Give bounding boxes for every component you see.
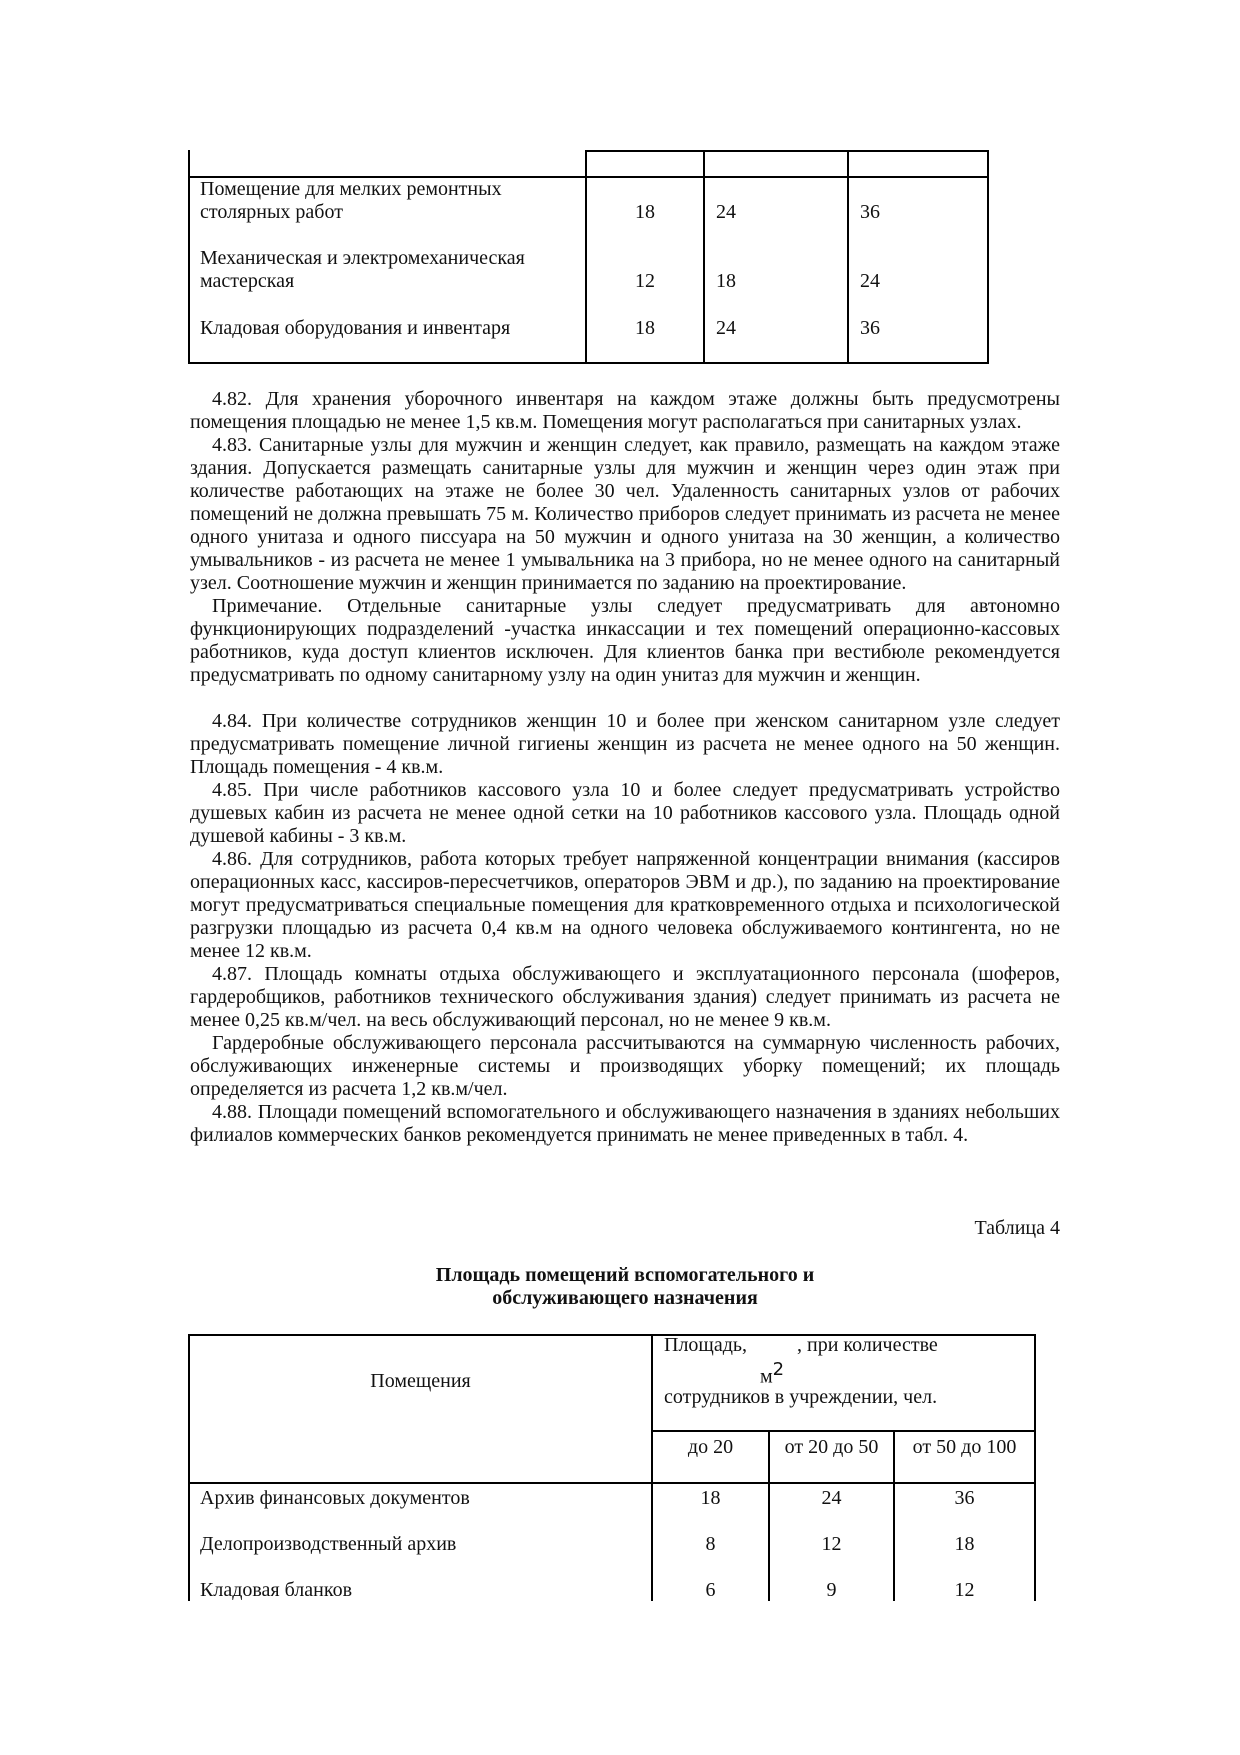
table-cell-value: 24: [860, 270, 880, 292]
table-cell-value: 8: [705, 1533, 716, 1555]
table-border: [585, 150, 989, 152]
table-border: [188, 362, 989, 364]
table-4: [188, 1334, 1036, 1601]
header-area: [664, 1334, 1024, 1357]
unit-m: м: [760, 1365, 773, 1388]
table-cell-room: Помещение для мелких ремонтных столярных работ: [200, 178, 502, 223]
table-label: Таблица 4: [974, 1217, 1060, 1239]
table-border: [188, 1482, 1036, 1484]
table-cell-value: 18: [635, 201, 655, 223]
table-cell-value: 9: [826, 1579, 837, 1601]
paragraph-4-83: 4.83. Санитарные узлы для мужчин и женщин следует, как правило, размещать на каждом этаже здания. Допускается размещать санитарные узлы для мужчин и женщин через один этаж при количестве работающих на этаже не более 30 чел. Удаленность санитарных узлов от рабочих помещений не должна превышать 75 м. Количество приборов следует принимать из расчета не менее одного унитаза и одного писсуара на 50 мужчин и одного унитаза на 30 женщин, а количество умывальников - из расчета не менее 1 умывальника на 3 прибора, но не менее одного на санитарный узел. Соотношение мужчин и женщин принимается по заданию на проектирование.: [190, 434, 1060, 594]
paragraph-4-82: 4.82. Для хранения уборочного инвентаря на каждом этаже должны быть предусмотрены помещения площадью не менее 1,5 кв.м. Помещения могут располагаться при санитарных узлах.: [190, 388, 1060, 433]
table-border: [703, 150, 705, 364]
paragraph-4-87-cloakrooms: Гардеробные обслуживающего персонала рассчитываются на суммарную численность рабочих, обслуживающих инженерные системы и производящих уборку помещений; их площадь определяется из расчета 1,2 кв.м/чел.: [190, 1032, 1060, 1100]
unit-exponent: 2: [772, 1359, 785, 1380]
table-cell-value: 24: [716, 317, 736, 339]
table-cell-value: 36: [860, 201, 880, 223]
table-border: [847, 150, 849, 364]
table-title-line: Площадь помещений вспомогательного и: [435, 1264, 815, 1286]
table-cell-value: 18: [635, 317, 655, 339]
table-cell-value: 18: [716, 270, 736, 292]
table-cell-room: Архив финансовых документов: [200, 1487, 470, 1509]
table-title-line: обслуживающего назначения: [492, 1287, 758, 1309]
table-border: [188, 150, 190, 364]
table-cell-value: 12: [954, 1579, 975, 1601]
top-table: [188, 150, 989, 364]
header-area-unit: [760, 1358, 784, 1389]
table-border: [651, 1334, 653, 1601]
table-border: [651, 1430, 1036, 1432]
paragraph-note: Примечание. Отдельные санитарные узлы следует предусматривать для автономно функционирующих подразделений -участка инкассации и тех помещений операционно-кассовых работников, куда доступ клиентов исключен. Для клиентов банка при вестибюле рекомендуется предусматривать по одному санитарному узлу на один унитаз для мужчин и женщин.: [190, 595, 1060, 686]
table-border: [987, 150, 989, 364]
table-cell-value: 24: [716, 201, 736, 223]
header-col-3: от 50 до 100: [912, 1436, 1017, 1458]
header-area-employees: сотрудников в учреждении, чел.: [664, 1386, 938, 1408]
header-area-text-cont: , при количестве: [797, 1334, 938, 1356]
table-cell-value: 6: [705, 1579, 716, 1601]
table-cell-value: 12: [635, 270, 655, 292]
paragraph-4-84: 4.84. При количестве сотрудников женщин 10 и более при женском санитарном узле следует предусматривать помещение личной гигиены женщин из расчета не менее одного на 50 женщин. Площадь помещения - 4 кв.м.: [190, 710, 1060, 778]
paragraph-4-86: 4.86. Для сотрудников, работа которых требует напряженной концентрации внимания (кассиров операционных касс, кассиров-пересчетчиков, операторов ЭВМ и др.), по заданию на проектирование могут предусматриваться специальные помещения для кратковременного отдыха и психологической разгрузки площадью из расчета 0,4 кв.м на одного человека обслуживаемого контингента, но не менее 12 кв.м.: [190, 848, 1060, 962]
header-col-2: от 20 до 50: [784, 1436, 879, 1458]
table-cell-value: 18: [700, 1487, 721, 1509]
table-title: [390, 1264, 860, 1310]
table-cell-value: 36: [954, 1487, 975, 1509]
table-cell-room: Кладовая бланков: [200, 1579, 353, 1601]
header-area-text: Площадь,: [664, 1334, 747, 1356]
table-cell-room: Делопроизводственный архив: [200, 1533, 457, 1555]
table-cell-room: Механическая и электромеханическая мастерская: [200, 247, 525, 292]
table-border: [1034, 1334, 1036, 1601]
header-rooms: Помещения: [370, 1370, 471, 1392]
table-cell-value: 24: [821, 1487, 842, 1509]
paragraph-4-88: 4.88. Площади помещений вспомогательного и обслуживающего назначения в зданиях небольших филиалов коммерческих банков рекомендуется принимать не менее приведенных в табл. 4.: [190, 1101, 1060, 1146]
paragraph-4-87: 4.87. Площадь комнаты отдыха обслуживающего и эксплуатационного персонала (шоферов, гардеробщиков, работников технического обслуживания здания) следует принимать из расчета не менее 0,25 кв.м/чел. на весь обслуживающий персонал, но не менее 9 кв.м.: [190, 963, 1060, 1031]
table-cell-value: 18: [954, 1533, 975, 1555]
body-text: [190, 388, 1060, 1147]
header-col-1: до 20: [687, 1436, 734, 1458]
paragraph-4-85: 4.85. При числе работников кассового узла 10 и более следует предусматривать устройство душевых кабин из расчета не менее одной сетки на 10 работников кассового узла. Площадь одной душевой кабины - 3 кв.м.: [190, 779, 1060, 847]
table-cell-room: Кладовая оборудования и инвентаря: [200, 317, 511, 339]
table-cell-value: 12: [821, 1533, 842, 1555]
table-cell-value: 36: [860, 317, 880, 339]
